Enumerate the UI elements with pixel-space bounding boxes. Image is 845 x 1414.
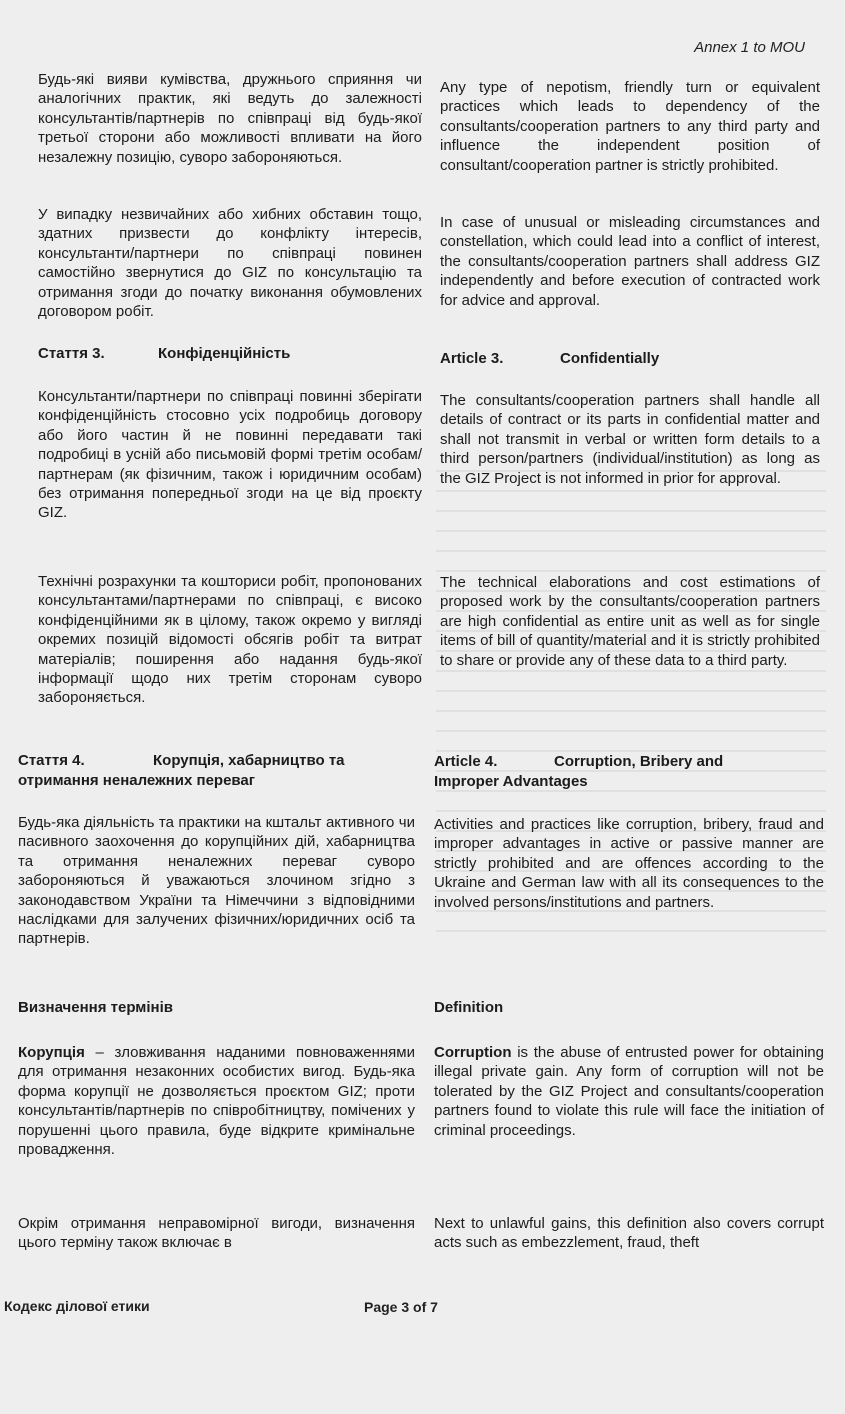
right-definition-text: is the abuse of entrusted power for obtaining illegal private gain. Any form of corruption will not be tolerated by the GIZ Project and consultants/cooperation partners found to violate this rule will face the initiation of criminal proceedings.: [434, 1044, 824, 1139]
left-paragraph-nepotism: Будь-які вияви кумівства, дружнього сприяння чи аналогічних практик, які ведуть до залежності консультантів/партнерів по співпраці від будь-якої третьої сторони або можливості впливати на його незалежну позицію, суворо забороняються.: [38, 71, 422, 166]
right-paragraph-unlawful-gains: Next to unlawful gains, this definition also covers corrupt acts such as embezzlement, fraud, theft: [434, 1215, 824, 1252]
annex-header: Annex 1 to MOU: [694, 39, 805, 56]
left-paragraph-unlawful-gains: Окрім отримання неправомірної вигоди, визначення цього терміну також включає в: [18, 1215, 415, 1252]
footer-page-number: Page 3 of 7: [364, 1299, 438, 1315]
right-article3-heading: [440, 349, 820, 369]
left-article3-heading: [38, 344, 422, 364]
right-term-corruption: Corruption: [434, 1044, 512, 1061]
right-article4-title: Corruption, Bribery and Improper Advantages: [434, 753, 724, 790]
left-definition-heading: Визначення термінів: [18, 999, 173, 1016]
right-paragraph-definition: [434, 1043, 824, 1140]
right-paragraph-confidentiality: The consultants/cooperation partners shall handle all details of contract or its parts in confidential matter and shall not transmit in verbal or written form details to a third person/partners (individual/institution) as long as the GIZ Project is not informed in prior for approval.: [440, 392, 820, 487]
right-paragraph-nepotism: Any type of nepotism, friendly turn or equivalent practices which leads to dependency of the consultants/cooperation partners to any third party and influence the independent position of consultant/cooperation partner is strictly prohibited.: [440, 79, 820, 174]
right-article3-title: Confidentially: [560, 350, 660, 367]
left-article3-number: Стаття 3.: [38, 345, 105, 362]
left-paragraph-technical: Технічні розрахунки та кошториси робіт, пропонованих консультантами/партнерами по співпраці, є високо конфіденційними як в цілому, також окремо у вигляді окремих позицій відомості обсягів робіт та витрат матеріалів; поширення або надання будь-якої інформації щодо них третім сторонам суворо забороняється.: [38, 573, 422, 707]
right-paragraph-technical: The technical elaborations and cost estimations of proposed work by the consultants/cooperation partners are high confidential as entire unit as well as for single items of bill of quantity/material and it is strictly prohibited to share or provide any of these data to a third party.: [440, 574, 820, 669]
left-paragraph-confidentiality: Консультанти/партнери по співпраці повинні зберігати конфіденційність стосовно усіх подробиць договору або його частин й не повинні передавати такі подробиці в усній або письмовій формі третім особам/партнерам (як фізичним, також і юридичним особам) без отримання попередньої згоди на це від проєкту GIZ.: [38, 388, 422, 522]
left-article4-heading: [18, 751, 388, 791]
right-article4-number: Article 4.: [434, 753, 498, 770]
left-paragraph-corruption-practices: Будь-яка діяльність та практики на кштальт активного чи пасивного заохочення до корупційних дій, хабарництва та отримання неналежних переваг суворо забороняються й уважаються злочином згідно з законодавством України та Німеччини з відповідними наслідками для залучених фізичних/юридичних осіб та партнерів.: [18, 814, 415, 948]
right-article3-number: Article 3.: [440, 350, 504, 367]
right-paragraph-corruption-practices: Activities and practices like corruption, bribery, fraud and improper advantages in active or passive manner are strictly prohibited and are offences according to the Ukraine and German law with all its consequences to the involved persons/institutions and partners.: [434, 816, 824, 911]
left-paragraph-definition: [18, 1043, 415, 1159]
left-definition-text: – зловживання наданими повноваженнями для отримання незаконних особистих вигод. Будь-яка форма корупції не дозволяється проєктом GIZ; проти консультантів/партнерів по співробітництву, помічених у порушенні цього правила, буде відкрите кримінальне провадження.: [18, 1044, 415, 1159]
right-definition-heading: Definition: [434, 999, 504, 1016]
left-article4-number: Стаття 4.: [18, 752, 85, 769]
right-paragraph-conflict: In case of unusual or misleading circumstances and constellation, which could lead into a conflict of interest, the consultants/cooperation partners shall address GIZ independently and before execution of contracted work for advice and approval.: [440, 214, 820, 309]
left-article3-title: Конфіденційність: [158, 345, 291, 362]
left-article4-title: Корупція, хабарництво та отримання неналежних переваг: [18, 752, 345, 789]
footer-document-title: Кодекс ділової етики: [4, 1298, 150, 1314]
right-article4-heading: [434, 752, 774, 792]
left-paragraph-conflict: У випадку незвичайних або хибних обставин тощо, здатних призвести до конфлікту інтересів, консультанти/партнери по співпраці повинен самостійно звернутися до GIZ по консультацію та отримання згоди до початку виконання обумовлених договором робіт.: [38, 206, 422, 321]
left-term-corruption: Корупція: [18, 1044, 85, 1061]
